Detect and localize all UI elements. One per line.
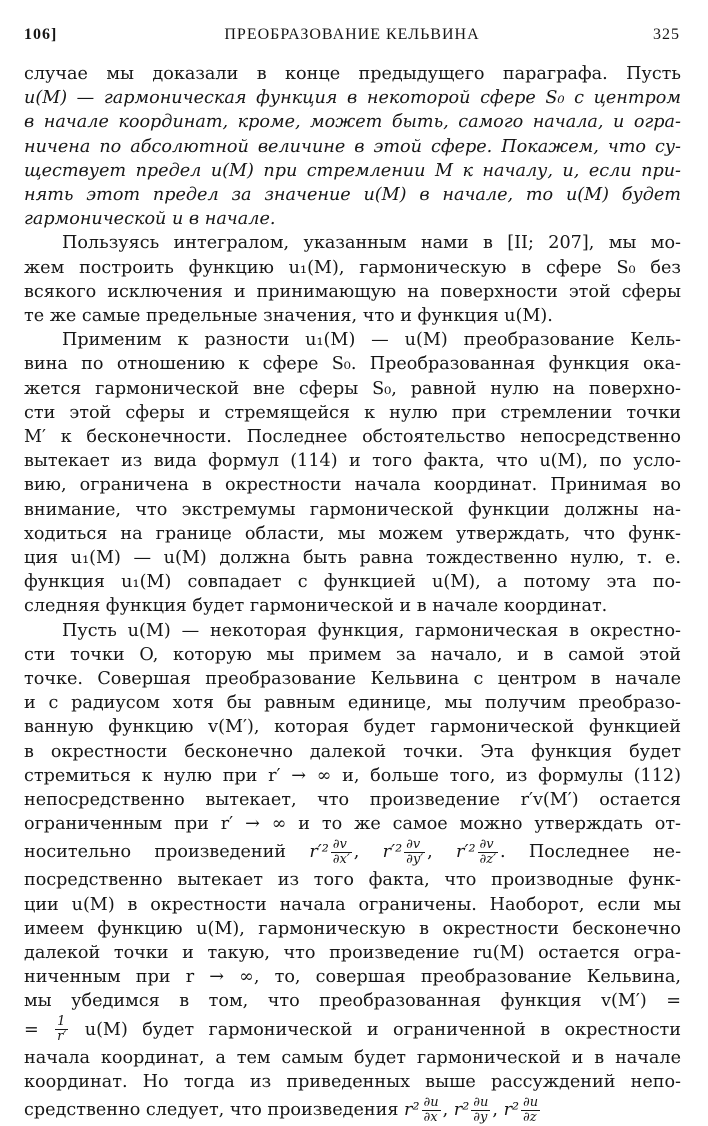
page-number: 325 [653, 26, 680, 43]
text-line: вытекает из вида формул (114) и того факта, что u(M), по усло- [24, 451, 681, 472]
formula-coefficient: r′² [309, 842, 329, 863]
text-line: вина по отношению к сфере S₀. Преобразованная функция ока- [24, 354, 681, 375]
text-line: ции u(M) в окрестности начала ограничены. Наоборот, если мы [24, 894, 681, 915]
text-line: ществует предел u(M) при стремлении M к началу, и, если при- [24, 160, 681, 181]
fraction [55, 1015, 68, 1044]
text-line: u(M) — гармоническая функция в некоторой сфере S₀ с центром [24, 88, 681, 109]
fraction [404, 838, 425, 867]
formula-text: . Последнее не- [500, 842, 681, 863]
formula-text: носительно произведений [24, 842, 287, 863]
fraction-numerator: ∂v [331, 838, 352, 853]
text-line: начала координат, а тем самым будет гармонической и в начале [24, 1047, 681, 1068]
text-line: функция u₁(M) совпадает с функцией u(M), а потому эта по- [24, 572, 681, 593]
fraction-denominator: ∂z [523, 1109, 537, 1125]
fraction-denominator: ∂x′ [332, 851, 350, 867]
text-line: имеем функцию u(M), гармоническую в окрестности бесконечно [24, 918, 681, 939]
formula-line-derivatives-u: средственно следует, что произведения r² $\frac{\partial u}{\partial x}$ , r² $\frac{\partial u}{\partial y}$ , r² $\frac{\partial u}{\partial z}$ [24, 1094, 539, 1125]
formula-coefficient: r² [453, 1100, 470, 1120]
formula-coefficient: r′² [382, 842, 403, 863]
fraction [478, 838, 499, 867]
formula-text: = [24, 1019, 39, 1040]
formula-coefficient: r² [404, 1100, 420, 1120]
text-line: в начале координат, кроме, может быть, самого начала, и огра- [24, 112, 681, 133]
text-line: ванную функцию v(M′), которая будет гармонической функцией [24, 717, 681, 738]
text-line: следняя функция будет гармонической и в начале координат. [24, 596, 608, 617]
text-line: в окрестности бесконечно далекой точки. Эта функция будет [24, 741, 681, 762]
text-line: внимание, что экстремумы гармонической функции должны на- [24, 499, 681, 520]
fraction-denominator: r′ [57, 1029, 67, 1045]
formula-coefficient: r′² [456, 842, 476, 863]
fraction-numerator: 1 [55, 1015, 68, 1030]
text-line: M′ к бесконечности. Последнее обстоятельство непосредственно [24, 427, 681, 447]
formula-text: средственно следует, что произведения [24, 1100, 399, 1120]
text-line: ничена по абсолютной величине в этой сфере. Покажем, что су- [24, 136, 681, 157]
text-line: ниченным при r → ∞, то, совершая преобразование Кельвина, [24, 967, 681, 988]
fraction-numerator: ∂u [423, 1094, 439, 1110]
text-line: точке. Совершая преобразование Кельвина с центром в начале [24, 669, 681, 689]
fraction-numerator: ∂v [404, 838, 425, 853]
fraction-denominator: ∂y [473, 1109, 488, 1125]
text-line: непосредственно вытекает, что произведение r′v(M′) остается [24, 790, 681, 810]
text-line: вию, ограничена в окрестности начала координат. Принимая во [24, 475, 681, 496]
text-line: сти этой сферы и стремящейся к нулю при стремлении точки [24, 402, 681, 423]
text-line: мы убедимся в том, что преобразованная функция v(M′) = [24, 991, 681, 1012]
fraction-denominator: ∂y′ [406, 851, 424, 867]
section-number: 106] [24, 26, 58, 43]
text-line: ходиться на границе области, мы можем утверждать, что функ- [24, 523, 681, 544]
running-header [24, 26, 680, 50]
fraction-numerator: ∂u [523, 1094, 539, 1110]
text-line: Пользуясь интегралом, указанным нами в [II; 207], мы мо- [62, 233, 681, 254]
text-line: посредственно вытекает из того факта, что производные функ- [24, 870, 681, 891]
text-line: стремиться к нулю при r′ → ∞ и, больше того, из формулы (112) [24, 765, 681, 786]
text-line: случае мы доказали в конце предыдущего параграфа. Пусть [24, 64, 681, 84]
fraction [331, 838, 352, 867]
text-line: те же самые предельные значения, что и функция u(M). [24, 306, 553, 326]
formula-text: u(M) будет гармонической и ограниченной в окрестности [84, 1019, 681, 1040]
text-line: нять этот предел за значение u(M) в начале, то u(M) будет [24, 185, 681, 205]
text-line: далекой точки и такую, что произведение ru(M) остается огра- [24, 943, 681, 963]
text-line: сти точки O, которую мы примем за начало, и в самой этой [24, 644, 681, 665]
running-title: ПРЕОБРАЗОВАНИЕ КЕЛЬВИНА [224, 26, 480, 43]
text-line: ция u₁(M) — u(M) должна быть равна тождественно нулю, т. е. [24, 548, 681, 568]
formula-line-inverse [24, 1014, 681, 1046]
text-line: ограниченным при r′ → ∞ и то же самое можно утверждать от- [24, 814, 681, 835]
formula-coefficient: r² [503, 1100, 520, 1120]
fraction-denominator: ∂z′ [479, 851, 497, 867]
text-line: Применим к разности u₁(M) — u(M) преобразование Кель- [62, 330, 681, 351]
text-line: жется гармонической вне сферы S₀, равной нулю на поверхно- [24, 378, 681, 399]
fraction-numerator: ∂v [478, 838, 499, 853]
text-line: и с радиусом хотя бы равным единице, мы получим преобразо- [24, 693, 681, 714]
text-line: гармонической и в начале. [24, 209, 276, 230]
fraction-denominator: ∂x [423, 1109, 438, 1125]
formula-line-derivatives-v: носительно произведений r′² $\frac{\partial v}{\partial x'}$ , r′² $\frac{\partial v}{\partial y'}$ , r′² $\frac{\partial v}{\partial z'}$ . Последнее не- [24, 836, 681, 867]
text-line: жем построить функцию u₁(M), гармоническую в сфере S₀ без [24, 257, 681, 278]
text-line: всякого исключения и принимающую на поверхности этой сферы [24, 281, 681, 302]
fraction-numerator: ∂u [473, 1094, 489, 1110]
text-line: Пусть u(M) — некоторая функция, гармоническая в окрестно- [62, 620, 681, 641]
text-line: координат. Но тогда из приведенных выше рассуждений непо- [24, 1071, 681, 1092]
